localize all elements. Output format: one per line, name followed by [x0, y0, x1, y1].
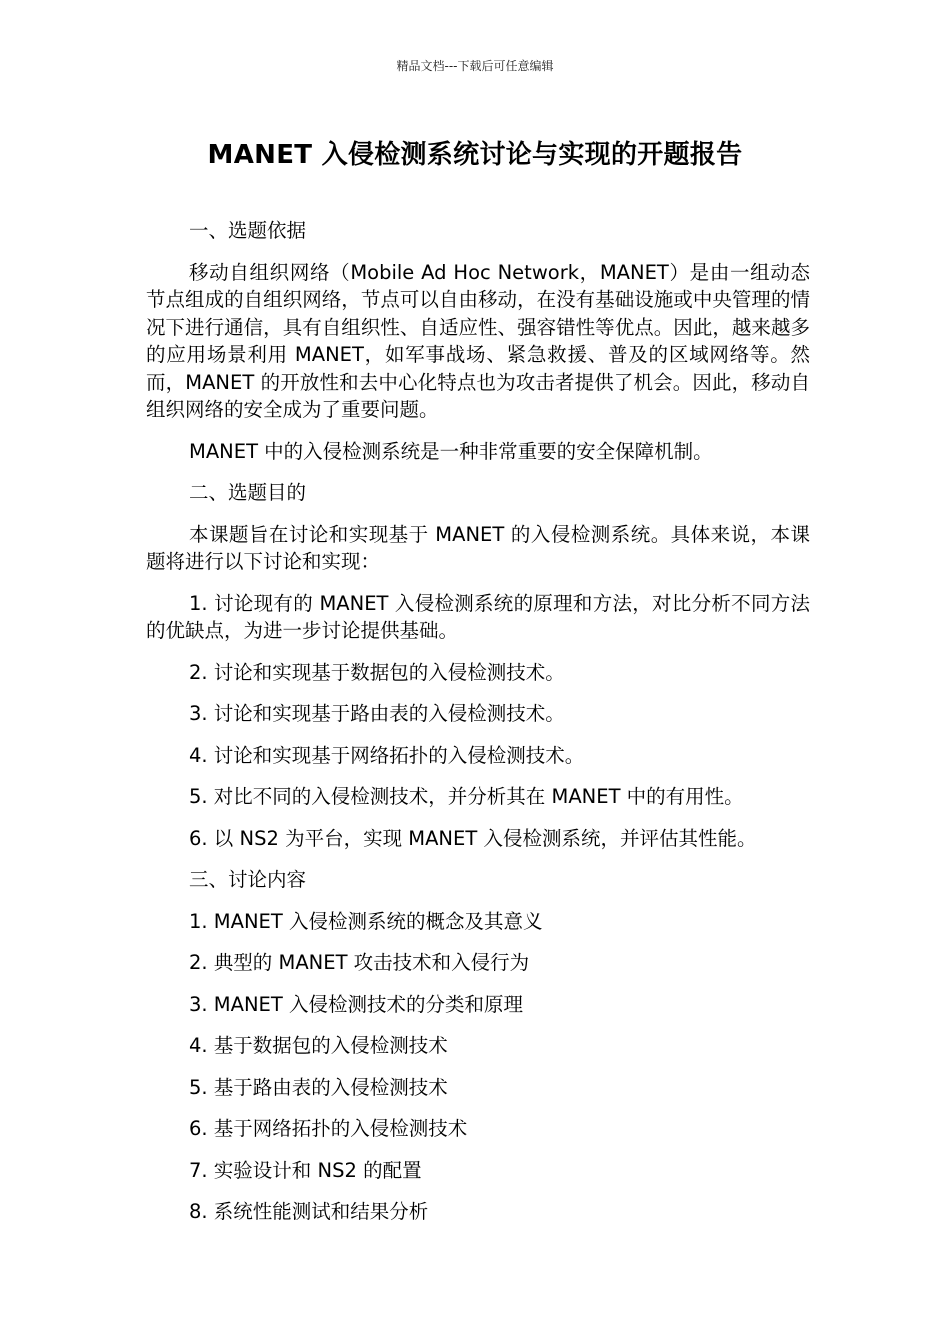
page-header: 精品文档---下载后可任意编辑: [396, 59, 554, 73]
purpose-list-item-1: 1. 讨论现有的 MANET 入侵检测系统的原理和方法，对比分析不同方法的优缺点，为进一步讨论提供基础。: [146, 591, 810, 642]
content-list-item-1: 1. MANET 入侵检测系统的概念及其意义: [189, 909, 543, 933]
content-list-item-7: 7. 实验设计和 NS2 的配置: [189, 1158, 422, 1182]
content-list-item-4: 4. 基于数据包的入侵检测技术: [189, 1034, 448, 1057]
content-list-item-3: 3. MANET 入侵检测技术的分类和原理: [189, 992, 523, 1016]
body-paragraph-background: 移动自组织网络（Mobile Ad Hoc Network，MANET）是由一组动态节点组成的自组织网络，节点可以自由移动，在没有基础设施或中央管理的情况下进行通信，具有自组织性、自适应性、强容错性等优点。因此，越来越多的应用场景利用 MANET，如军事战场、紧急救援、普及的区域网络等。然而，MANET 的开放性和去中心化特点也为攻击者提供了机会。因此，移动自组织网络的安全成为了重要问题。: [146, 260, 810, 421]
content-list-item-6: 6. 基于网络拓扑的入侵检测技术: [189, 1117, 468, 1140]
section-heading-content: 三、讨论内容: [189, 868, 307, 891]
document-body: [146, 217, 810, 1240]
purpose-list-item-6: 6. 以 NS2 为平台，实现 MANET 入侵检测系统，并评估其性能。: [189, 826, 757, 850]
purpose-list-item-5: 5. 对比不同的入侵检测技术，并分析其在 MANET 中的有用性。: [189, 785, 744, 808]
content-list-item-2: 2. 典型的 MANET 攻击技术和入侵行为: [189, 951, 530, 974]
purpose-list-item-3: 3. 讨论和实现基于路由表的入侵检测技术。: [189, 702, 565, 725]
content-list-item-5: 5. 基于路由表的入侵检测技术: [189, 1075, 448, 1099]
body-paragraph-ids-importance: MANET 中的入侵检测系统是一种非常重要的安全保障机制。: [189, 439, 713, 463]
document-title: MANET 入侵检测系统讨论与实现的开题报告: [207, 140, 743, 170]
purpose-list-item-2: 2. 讨论和实现基于数据包的入侵检测技术。: [189, 660, 565, 684]
body-paragraph-purpose-intro: 本课题旨在讨论和实现基于 MANET 的入侵检测系统。具体来说，本课题将进行以下讨论和实现：: [146, 522, 810, 573]
content-list-item-8: 8. 系统性能测试和结果分析: [189, 1200, 429, 1223]
section-heading-basis: 一、选题依据: [189, 219, 307, 242]
purpose-list-item-4: 4. 讨论和实现基于网络拓扑的入侵检测技术。: [189, 743, 585, 767]
section-heading-purpose: 二、选题目的: [189, 481, 307, 504]
